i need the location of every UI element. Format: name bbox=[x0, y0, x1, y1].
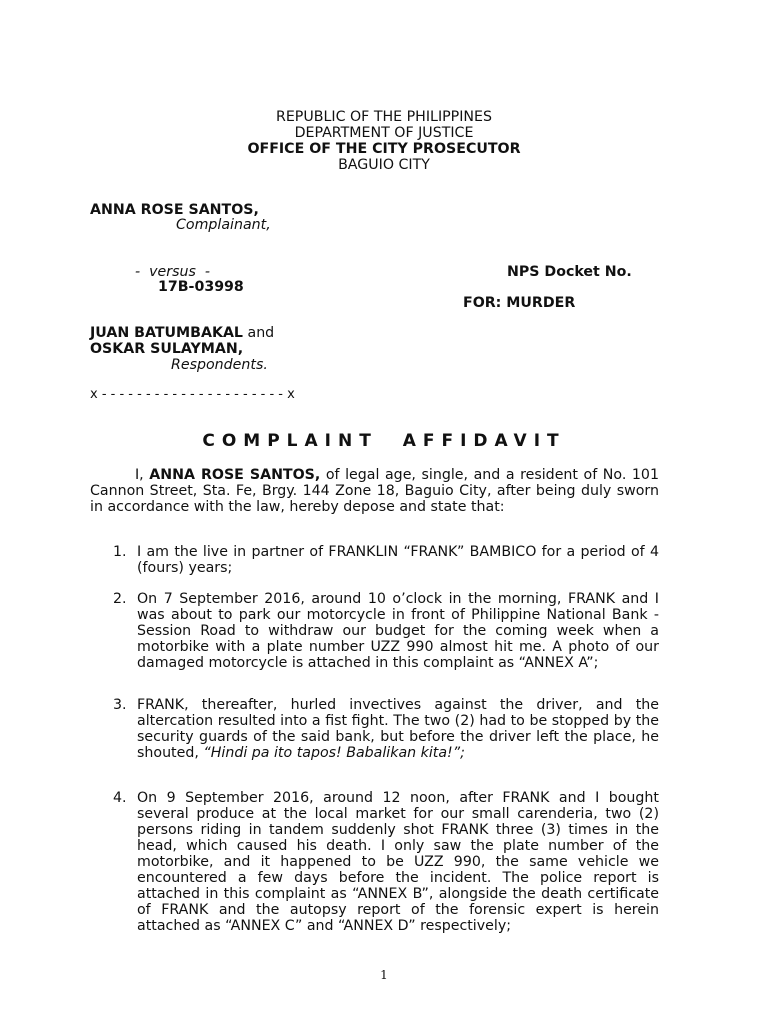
respondent-1: JUAN BATUMBAKAL bbox=[90, 325, 243, 341]
affiant-name: ANNA ROSE SANTOS, bbox=[149, 467, 321, 483]
item-text-wrap bbox=[137, 697, 659, 761]
versus-label: - versus - bbox=[135, 264, 211, 280]
item-text: On 7 September 2016, around 10 o’clock in the morning, FRANK and I was about to park our motorcycle in front of Philippine National Bank - Session Road to withdraw our budget for the coming week when a motorbike with a plate number UZZ 990 almost hit me. A photo of our damaged motorcycle is attached in this complaint as “ANNEX A”; bbox=[137, 591, 659, 671]
document-title: COMPLAINT AFFIDAVIT bbox=[202, 431, 566, 451]
item-number: 2. bbox=[113, 591, 127, 607]
item-text: FRANK, thereafter, hurled invectives against the driver, and the altercation resulted into a fist fight. The two (2) had to be stopped by the security guards of the said bank, but before the driver left the place, he shouted, bbox=[137, 697, 659, 761]
respondent-and: and bbox=[242, 325, 275, 341]
complainant-label: Complainant, bbox=[176, 217, 271, 233]
list-item bbox=[113, 697, 659, 761]
header-republic: REPUBLIC OF THE PHILIPPINES bbox=[275, 109, 493, 125]
charge-label: FOR: MURDER bbox=[463, 295, 576, 311]
list-item bbox=[113, 790, 659, 934]
header-office: OFFICE OF THE CITY PROSECUTOR bbox=[247, 141, 521, 157]
caption-separator: x - - - - - - - - - - - - - - - - - - - - - x bbox=[90, 387, 295, 402]
page-number: 1 bbox=[380, 968, 388, 982]
item-number: 3. bbox=[113, 697, 127, 713]
list-item bbox=[113, 591, 659, 671]
respondent-line-1 bbox=[90, 325, 274, 341]
item-number: 1. bbox=[113, 544, 127, 560]
item-quote: “Hindi pa ito tapos! Babalikan kita!”; bbox=[203, 745, 465, 761]
intro-text: of legal age, single, and a resident of No. 101 Cannon Street, Sta. Fe, Brgy. 144 Zone 18, Baguio City, after being duly sworn in accordance with the law, hereby depose and state that: bbox=[90, 467, 659, 515]
docket-number: 17B-03998 bbox=[158, 279, 244, 295]
item-text: I am the live in partner of FRANKLIN “FRANK” BAMBICO for a period of 4 (fours) years; bbox=[137, 544, 659, 576]
intro-prefix: I, bbox=[135, 467, 150, 483]
item-number: 4. bbox=[113, 790, 127, 806]
complainant-name: ANNA ROSE SANTOS, bbox=[90, 202, 259, 218]
item-text: On 9 September 2016, around 12 noon, after FRANK and I bought several produce at the local market for our small carenderia, two (2) persons riding in tandem suddenly shot FRANK three (3) times in the head, which caused his death. I only saw the plate number of the motorbike, and it happened to be UZZ 990, the same vehicle we encountered a few days before the incident. The police report is attached in this complaint as “ANNEX B”, alongside the death certificate of FRANK and the autopsy report of the forensic expert is herein attached as “ANNEX C” and “ANNEX D” respectively; bbox=[137, 790, 659, 934]
intro-paragraph bbox=[90, 467, 659, 515]
header-department: DEPARTMENT OF JUSTICE bbox=[294, 125, 474, 141]
respondents-label: Respondents. bbox=[171, 357, 268, 373]
respondent-2: OSKAR SULAYMAN, bbox=[90, 341, 244, 357]
header-city: BAGUIO CITY bbox=[338, 157, 430, 173]
list-item bbox=[113, 544, 659, 576]
docket-label: NPS Docket No. bbox=[507, 264, 632, 280]
